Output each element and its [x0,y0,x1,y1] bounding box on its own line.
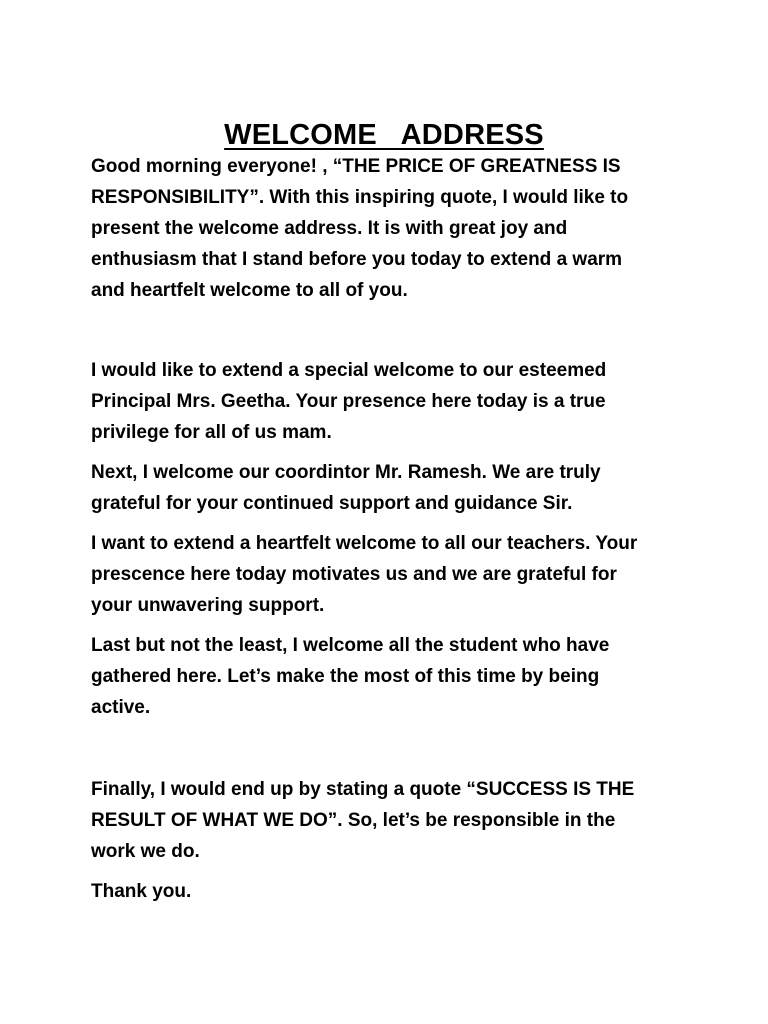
paragraph-teachers-welcome: I want to extend a heartfelt welcome to all our teachers. Your prescence here today motivates us and we are grateful for your unwavering support. [91,533,638,616]
document-title: WELCOME ADDRESS [224,119,544,152]
paragraph-students-welcome: Last but not the least, I welcome all the student who have gathered here. Let’s make the most of this time by being active. [91,635,610,718]
paragraph-coordinator-welcome: Next, I welcome our coordintor Mr. Ramesh. We are truly grateful for your continued support and guidance Sir. [91,462,601,514]
paragraph-principal-welcome: I would like to extend a special welcome to our esteemed Principal Mrs. Geetha. Your presence here today is a true privilege for all of us mam. [91,360,607,443]
paragraph-closing-quote: Finally, I would end up by stating a quote “SUCCESS IS THE RESULT OF WHAT WE DO”. So, let’s be responsible in the work we do. [91,779,635,862]
paragraph-opening: Good morning everyone! , “THE PRICE OF GREATNESS IS RESPONSIBILITY”. With this inspiring quote, I would like to present the welcome address. It is with great joy and enthusiasm that I stand before you today to extend a warm and heartfelt welcome to all of you. [91,156,629,301]
paragraph-thank-you: Thank you. [91,881,192,902]
